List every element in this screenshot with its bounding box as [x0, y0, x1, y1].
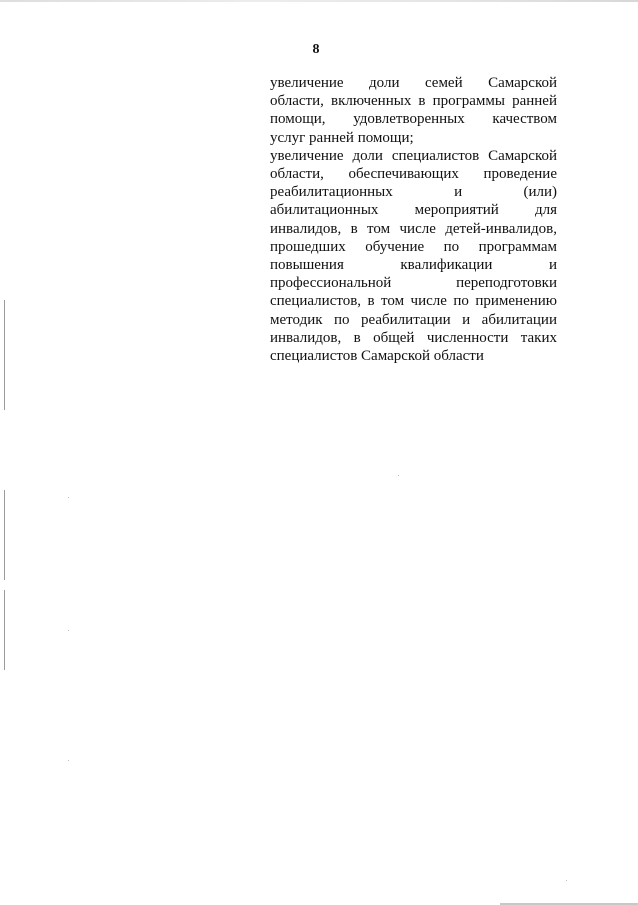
- scan-speck: [566, 880, 567, 881]
- text-line: специалистов Самарской области: [270, 348, 484, 365]
- text-line: абилитационных мероприятий для: [270, 202, 557, 219]
- text-line: увеличение доли семей Самарской: [270, 75, 557, 91]
- text-line: услуг ранней помощи;: [270, 129, 414, 146]
- scan-left-edge-mark: [4, 590, 5, 670]
- text-line: инвалидов, в общей численности таких: [270, 329, 557, 346]
- text-line: области, включенных в программы ранней: [270, 93, 557, 110]
- text-line: помощи, удовлетворенных качеством: [270, 111, 557, 128]
- scan-speck: [68, 630, 69, 631]
- scan-speck: [68, 497, 69, 498]
- paragraph-specialists-training: [270, 147, 557, 365]
- scan-top-edge: [0, 0, 638, 2]
- document-text: [270, 74, 557, 365]
- text-line: реабилитационных и (или): [270, 184, 557, 201]
- scan-speck: [68, 760, 69, 761]
- scan-left-edge-mark: [4, 300, 5, 410]
- scan-left-edge-mark: [4, 490, 5, 580]
- text-line: области, обеспечивающих проведение: [270, 166, 557, 183]
- paragraph-early-help-families: [270, 74, 557, 147]
- text-line: профессиональной переподготовки: [270, 275, 557, 292]
- text-line: увеличение доли специалистов Самарской: [270, 147, 557, 164]
- text-line: повышения квалификации и: [270, 257, 557, 274]
- text-line: инвалидов, в том числе детей-инвалидов,: [270, 220, 557, 237]
- text-line: методик по реабилитации и абилитации: [270, 311, 557, 328]
- text-line: специалистов, в том числе по применению: [270, 293, 557, 310]
- text-line: прошедших обучение по программам: [270, 238, 557, 255]
- scan-speck: [398, 475, 399, 476]
- page-number: 8: [312, 42, 320, 57]
